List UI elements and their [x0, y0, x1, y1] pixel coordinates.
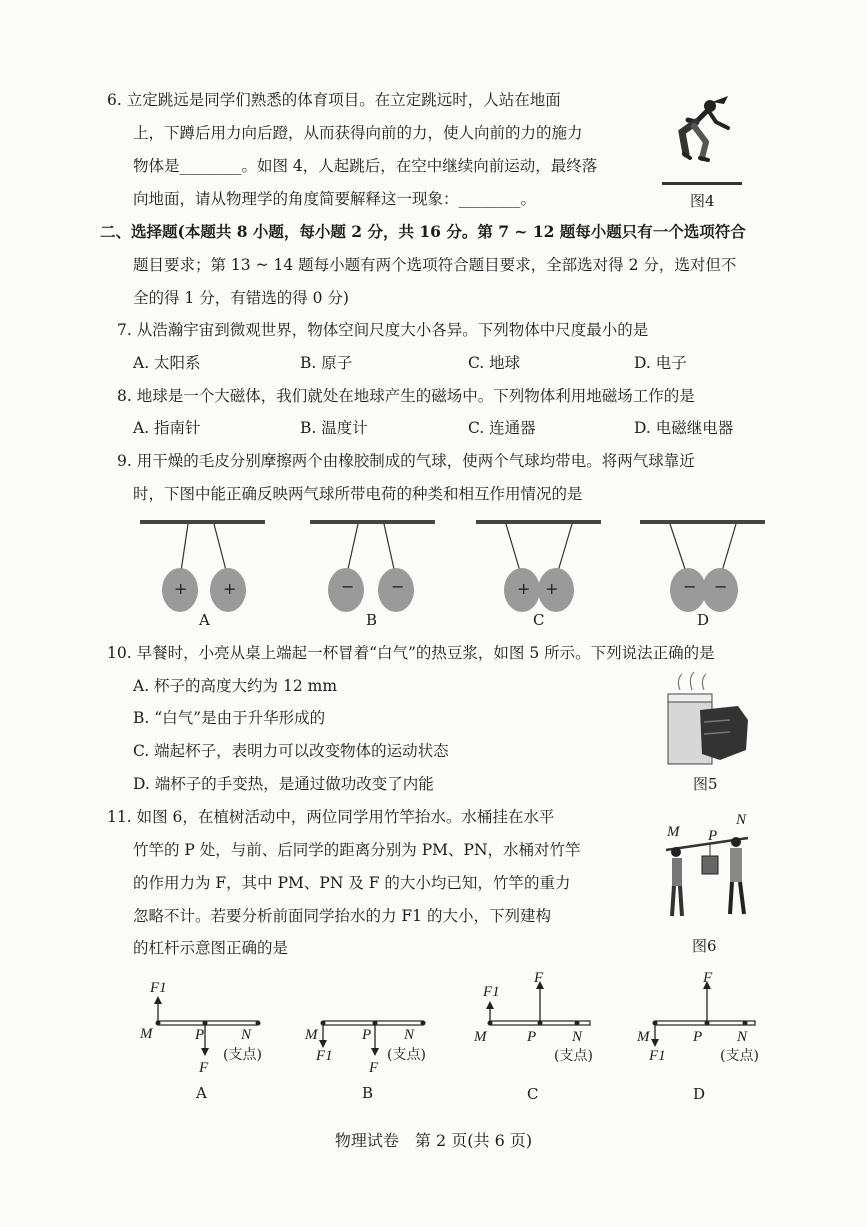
q10-option-d: D. 端杯子的手变热，是通过做功改变了内能 — [133, 775, 434, 793]
figure-5-caption: 图5 — [693, 775, 718, 793]
balloon-diagram-c — [476, 518, 601, 613]
section-2-line-2: 题目要求；第 13 ~ 14 题每小题有两个选项符合题目要求，全部选对得 2 分，选对但不 — [133, 256, 737, 274]
q8-option-a: A. 指南针 — [133, 419, 201, 437]
lever-b-label: B — [362, 1084, 374, 1102]
balloon-a-left-charge: + — [174, 579, 188, 598]
lever-b-m: M — [305, 1027, 318, 1043]
figure-4-caption: 图4 — [690, 192, 715, 210]
balloon-c-label: C — [533, 611, 545, 629]
balloon-c-left-charge: + — [517, 579, 531, 598]
figure-6-caption: 图6 — [692, 937, 717, 955]
q8-stem: 8. 地球是一个大磁体，我们就处在地球产生的磁场中。下列物体利用地磁场工作的是 — [117, 387, 695, 405]
lever-d-label: D — [693, 1085, 706, 1103]
lever-c-pivot: (支点) — [554, 1048, 593, 1064]
q11-line-3: 的作用力为 F，其中 PM、PN 及 F 的大小均已知，竹竿的重力 — [133, 874, 571, 892]
lever-a-f1: F1 — [150, 980, 167, 996]
q8-option-b: B. 温度计 — [300, 419, 368, 437]
balloon-d-label: D — [697, 611, 710, 629]
section-2-line-3: 全的得 1 分，有错选的得 0 分) — [133, 289, 349, 307]
lever-d-p: P — [693, 1029, 703, 1045]
balloon-a-right-charge: + — [223, 579, 237, 598]
q7-option-c: C. 地球 — [468, 354, 521, 372]
balloon-b-right-charge: − — [391, 577, 405, 596]
lever-b-n: N — [404, 1027, 415, 1043]
lever-b-pivot: (支点) — [387, 1047, 426, 1063]
lever-b-p: P — [362, 1027, 372, 1043]
q10-option-c: C. 端起杯子，表明力可以改变物体的运动状态 — [133, 742, 449, 760]
q11-line-5: 的杠杆示意图正确的是 — [133, 939, 289, 957]
lever-a-m: M — [140, 1026, 153, 1042]
q7-option-b: B. 原子 — [300, 354, 353, 372]
q6-line-4: 向地面，请从物理学的角度简要解释这一现象：________。 — [133, 190, 537, 208]
q7-stem: 7. 从浩瀚宇宙到微观世界，物体空间尺度大小各异。下列物体中尺度最小的是 — [117, 321, 649, 339]
balloon-c-right-charge: + — [545, 579, 559, 598]
q8-option-c: C. 连通器 — [468, 419, 536, 437]
figure-6-label-p: P — [708, 828, 718, 844]
lever-a-label: A — [196, 1084, 207, 1102]
balloon-d-right-charge: − — [714, 577, 728, 596]
lever-d-f: F — [703, 970, 713, 986]
lever-a-p: P — [195, 1027, 205, 1043]
lever-c-f1: F1 — [483, 984, 500, 1000]
q6-line-1: 6. 立定跳远是同学们熟悉的体育项目。在立定跳远时，人站在地面 — [107, 91, 561, 109]
q11-line-2: 竹竿的 P 处，与前、后同学的距离分别为 PM、PN，水桶对竹竿 — [133, 841, 581, 859]
q10-option-a: A. 杯子的高度大约为 12 mm — [133, 677, 338, 695]
q10-option-b: B. “白气”是由于升华形成的 — [133, 709, 326, 727]
lever-c-n: N — [572, 1029, 583, 1045]
lever-b-f1: F1 — [316, 1048, 333, 1064]
lever-c-m: M — [474, 1029, 487, 1045]
lever-d-pivot: (支点) — [720, 1048, 759, 1064]
soy-milk-cup-figure — [660, 670, 750, 770]
lever-d-m: M — [637, 1029, 650, 1045]
balloon-b-left-charge: − — [341, 577, 355, 596]
balloon-b-label: B — [366, 611, 378, 629]
balloon-d-left-charge: − — [683, 577, 697, 596]
lever-c-p: P — [527, 1029, 537, 1045]
balloon-a-label: A — [199, 611, 210, 629]
lever-c-label: C — [527, 1085, 539, 1103]
q7-option-a: A. 太阳系 — [133, 354, 201, 372]
q8-option-d: D. 电磁继电器 — [634, 419, 734, 437]
q9-line-2: 时，下图中能正确反映两气球所带电荷的种类和相互作用情况的是 — [133, 485, 583, 503]
q7-option-d: D. 电子 — [634, 354, 687, 372]
lever-a-n: N — [241, 1027, 252, 1043]
standing-jump-figure — [658, 92, 748, 187]
section-2-line-1: 二、选择题(本题共 8 小题，每小题 2 分，共 16 分。第 7 ~ 12 题每小题只有一个选项符合 — [100, 222, 746, 241]
figure-6-label-m: M — [667, 824, 680, 840]
figure-6-label-n: N — [736, 812, 747, 828]
lever-c-f: F — [534, 970, 544, 986]
page-footer: 物理试卷 第 2 页(共 6 页) — [334, 1131, 533, 1150]
lever-b-f: F — [369, 1060, 379, 1076]
q9-line-1: 9. 用干燥的毛皮分别摩擦两个由橡胶制成的气球，使两个气球均带电。将两气球靠近 — [117, 452, 695, 470]
balloon-diagram-d — [640, 518, 765, 613]
q11-line-4: 忽略不计。若要分析前面同学抬水的力 F1 的大小，下列建构 — [133, 907, 551, 925]
balloon-diagram-b — [310, 518, 435, 613]
lever-a-pivot: (支点) — [223, 1047, 262, 1063]
lever-d-f1: F1 — [649, 1048, 666, 1064]
q6-line-2: 上，下蹲后用力向后蹬，从而获得向前的力，使人向前的力的施力 — [133, 124, 583, 142]
q10-stem: 10. 早餐时，小亮从桌上端起一杯冒着“白气”的热豆浆，如图 5 所示。下列说法正确的是 — [107, 644, 715, 662]
q6-line-3: 物体是________。如图 4，人起跳后，在空中继续向前运动，最终落 — [133, 157, 598, 175]
lever-a-f: F — [199, 1060, 209, 1076]
balloon-diagram-a — [140, 518, 265, 613]
lever-d-n: N — [737, 1029, 748, 1045]
q11-line-1: 11. 如图 6，在植树活动中，两位同学用竹竿抬水。水桶挂在水平 — [107, 808, 555, 826]
